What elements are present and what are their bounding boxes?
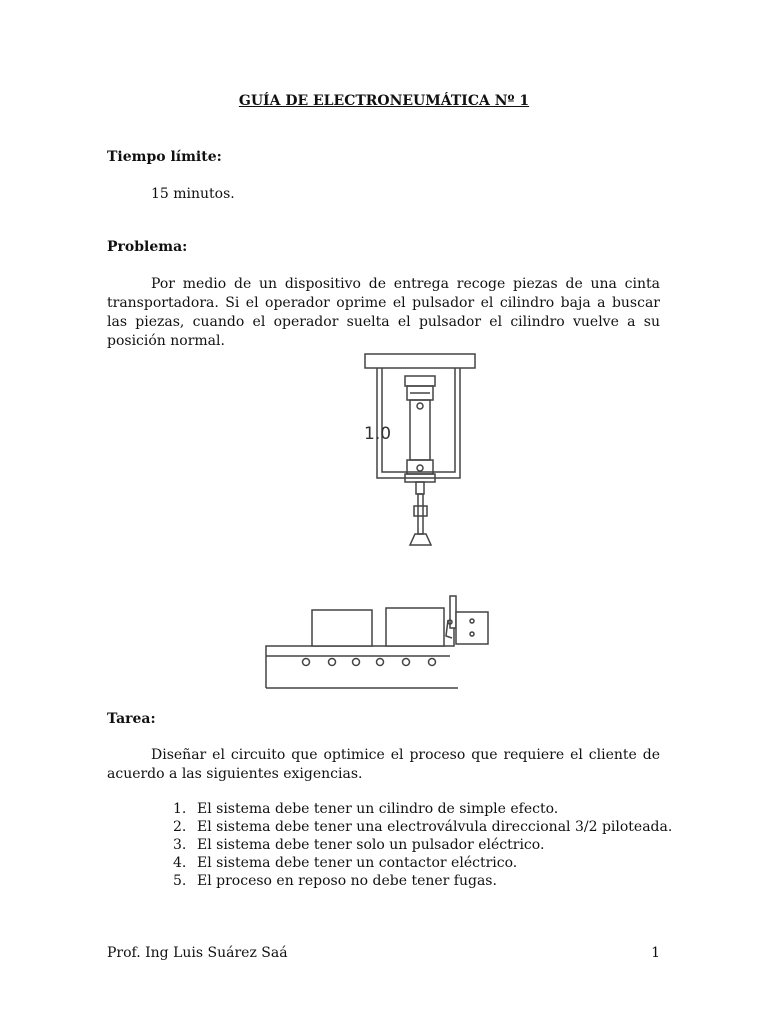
time-limit-heading: Tiempo límite: bbox=[107, 149, 222, 165]
time-limit-value: 15 minutos. bbox=[151, 186, 235, 202]
document-title: GUÍA DE ELECTRONEUMÁTICA Nº 1 bbox=[238, 93, 530, 109]
list-item: 5. El proceso en reposo no debe tener fugas. bbox=[173, 873, 497, 889]
list-item: 2. El sistema debe tener una electroválvula direccional 3/2 piloteada. bbox=[173, 819, 673, 835]
task-heading: Tarea: bbox=[107, 711, 156, 727]
problem-heading: Problema: bbox=[107, 239, 188, 255]
list-item: 3. El sistema debe tener solo un pulsador eléctrico. bbox=[173, 837, 545, 853]
conveyor-diagram bbox=[262, 590, 502, 692]
cylinder-label: 1.0 bbox=[364, 424, 392, 444]
cylinder-diagram bbox=[330, 348, 480, 553]
list-item: 4. El sistema debe tener un contactor eléctrico. bbox=[173, 855, 518, 871]
list-item: 1. El sistema debe tener un cilindro de simple efecto. bbox=[173, 801, 559, 817]
requirements-list bbox=[173, 800, 672, 890]
problem-paragraph: Por medio de un dispositivo de entrega recoge piezas de una cinta transportadora. Si el operador oprime el pulsador el cilindro baja a buscar las piezas, cuando el operador suelta el pulsador el cilindro vuelve a su posición normal. bbox=[107, 276, 660, 349]
footer-author: Prof. Ing Luis Suárez Saá bbox=[107, 945, 288, 961]
page-number: 1 bbox=[651, 945, 660, 961]
task-paragraph: Diseñar el circuito que optimice el proceso que requiere el cliente de acuerdo a las siguientes exigencias. bbox=[107, 747, 660, 782]
